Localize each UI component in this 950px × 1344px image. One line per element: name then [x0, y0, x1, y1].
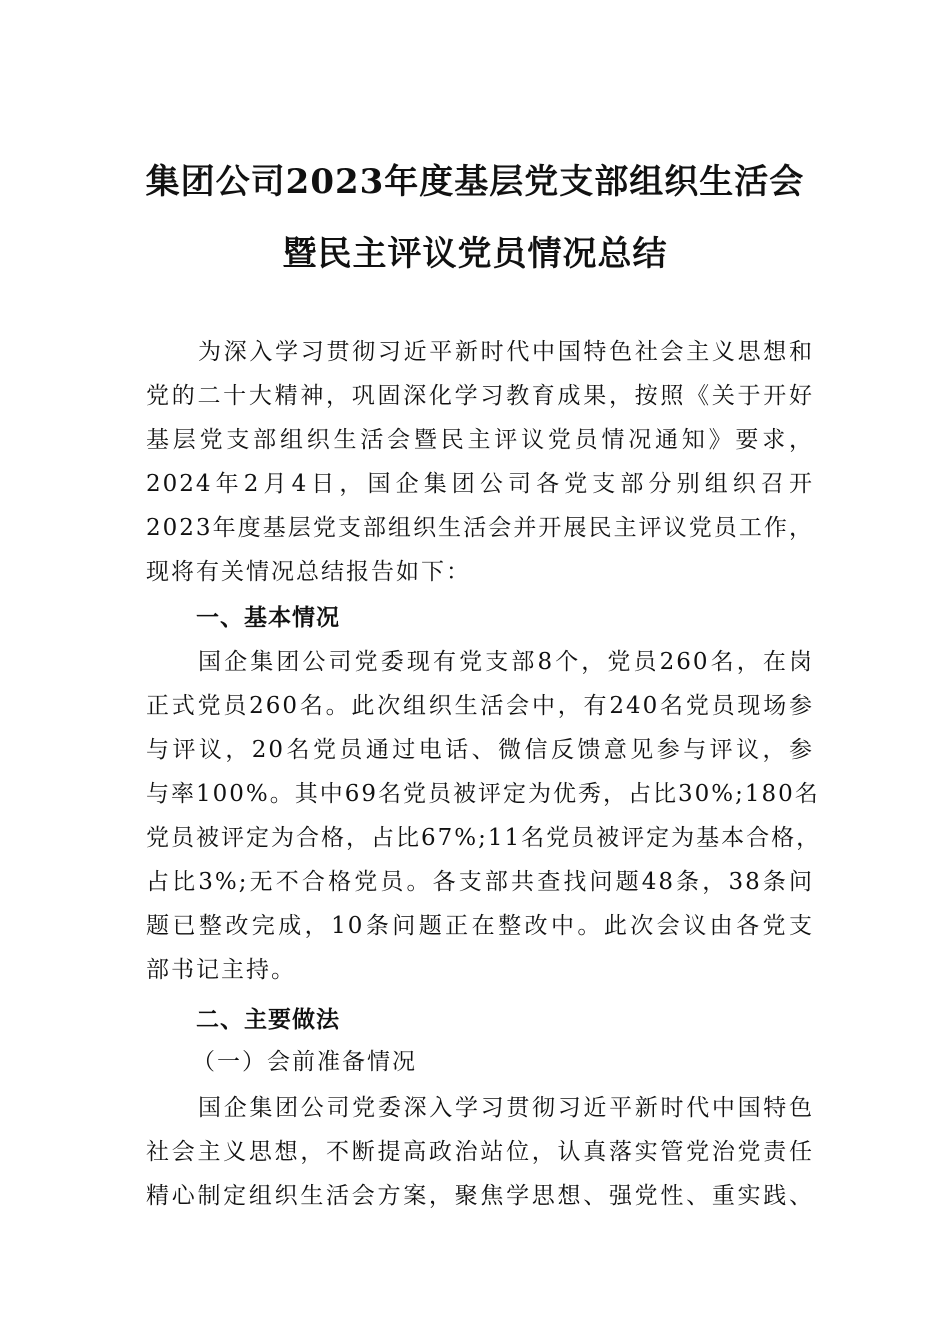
- section-1-heading: 一、基本情况: [196, 605, 340, 631]
- section-1-line-5: 党员被评定为合格，占比67%;11名党员被评定为基本合格，: [146, 825, 822, 851]
- intro-line-2: 党的二十大精神，巩固深化学习教育成果，按照《关于开好: [146, 383, 814, 409]
- section-2-line-1: 国企集团公司党委深入学习贯彻习近平新时代中国特色: [198, 1095, 814, 1121]
- section-1-line-2: 正式党员260名。此次组织生活会中，有240名党员现场参: [146, 693, 814, 719]
- intro-line-5: 2023年度基层党支部组织生活会并开展民主评议党员工作，: [146, 515, 814, 541]
- document-title-line-1: 集团公司2023年度基层党支部组织生活会: [145, 162, 805, 202]
- intro-line-4: 2024年2月4日，国企集团公司各党支部分别组织召开: [146, 471, 814, 497]
- section-1-line-1: 国企集团公司党委现有党支部8个，党员260名，在岗: [198, 649, 814, 675]
- intro-line-1: 为深入学习贯彻习近平新时代中国特色社会主义思想和: [198, 339, 814, 365]
- intro-line-6: 现将有关情况总结报告如下：: [146, 559, 471, 585]
- section-1-line-4: 与率100%。其中69名党员被评定为优秀，占比30%;180名: [146, 781, 820, 807]
- section-2-subheading-1: （一）会前准备情况: [192, 1049, 417, 1075]
- section-2-line-2: 社会主义思想，不断提高政治站位，认真落实管党治党责任: [146, 1139, 814, 1165]
- section-1-line-3: 与评议，20名党员通过电话、微信反馈意见参与评议，参: [146, 737, 814, 763]
- section-1-line-7: 题已整改完成，10条问题正在整改中。此次会议由各党支: [146, 913, 814, 939]
- section-1-line-8: 部书记主持。: [146, 957, 296, 983]
- document-title-line-2: 暨民主评议党员情况总结: [282, 234, 668, 274]
- intro-line-3: 基层党支部组织生活会暨民主评议党员情况通知》要求，: [146, 427, 814, 453]
- section-2-line-3: 精心制定组织生活会方案，聚焦学思想、强党性、重实践、: [146, 1183, 814, 1209]
- section-2-heading: 二、主要做法: [196, 1007, 340, 1033]
- section-1-line-6: 占比3%;无不合格党员。各支部共查找问题48条，38条问: [146, 869, 814, 895]
